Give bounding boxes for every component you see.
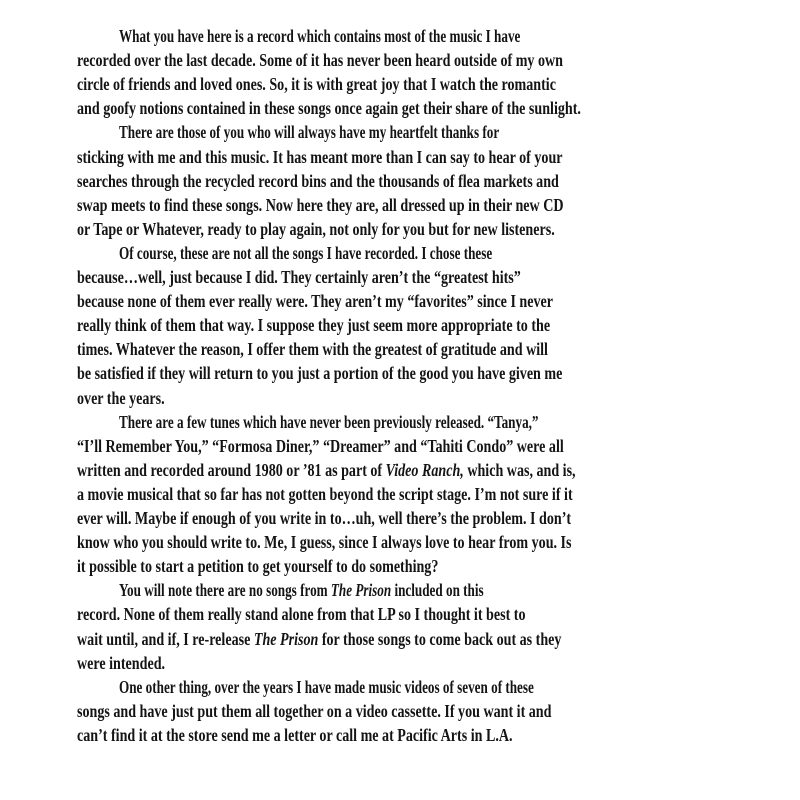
- text-line: [77, 553, 724, 579]
- text-line: [77, 288, 724, 314]
- text-line: [77, 312, 724, 338]
- text-run: swap meets to find these songs. Now here they are, all dressed up in their new CD: [77, 194, 564, 215]
- text-run: because…well, just because I did. They certainly aren’t the “greatest hits”: [77, 267, 521, 287]
- text-run: or Tape or Whatever, ready to play again, not only for you but for new listeners.: [77, 218, 555, 239]
- italic-title: The Prison: [330, 580, 392, 601]
- text-run: and goofy notions contained in these songs once again get their share of the sunlight.: [77, 98, 581, 119]
- text-line: [77, 168, 724, 194]
- paragraph-first-line: [119, 119, 724, 145]
- text-run: There are those of you who will always have my heartfelt thanks for: [119, 122, 500, 143]
- text-run: wait until, and if, I re-release: [77, 628, 254, 649]
- text-line: [77, 144, 724, 170]
- paragraph-first-line: [119, 577, 724, 603]
- paragraph-first-line: [119, 409, 724, 435]
- text-run: You will note there are no songs from: [119, 580, 331, 601]
- text-line: [77, 626, 724, 652]
- text-run: times. Whatever the reason, I offer them with the greatest of gratitude and will: [77, 339, 548, 360]
- text-line: [77, 336, 724, 362]
- text-run: Of course, these are not all the songs I have recorded. I chose these: [119, 242, 493, 263]
- text-run: for those songs to come back out as they: [318, 628, 562, 649]
- text-line: [77, 71, 724, 97]
- paragraph-first-line: [119, 674, 724, 700]
- text-run: a movie musical that so far has not gotten beyond the script stage. I’m not sure if it: [77, 483, 573, 504]
- text-run: be satisfied if they will return to you just a portion of the good you have given me: [77, 363, 563, 384]
- text-line: [77, 457, 724, 483]
- text-line: [77, 505, 724, 531]
- text-run: recorded over the last decade. Some of it has never been heard outside of my own: [77, 50, 563, 71]
- text-run: over the years.: [77, 387, 165, 408]
- text-run: really think of them that way. I suppose they just seem more appropriate to the: [77, 315, 551, 336]
- text-run: “I’ll Remember You,” “Formosa Diner,” “Dreamer” and “Tahiti Condo” were all: [77, 435, 564, 456]
- text-run: record. None of them really stand alone from that LP so I thought it best to: [77, 604, 526, 625]
- text-run: searches through the recycled record bins and the thousands of flea markets and: [77, 170, 559, 191]
- text-line: [77, 601, 724, 627]
- text-line: [77, 481, 724, 507]
- text-line: [77, 264, 724, 290]
- text-line: [77, 433, 724, 459]
- paragraph-first-line: [119, 23, 724, 49]
- text-line: [77, 698, 724, 724]
- text-run: One other thing, over the years I have made music videos of seven of these: [119, 676, 534, 697]
- text-line: [77, 650, 724, 676]
- text-run: which was, and is,: [463, 459, 576, 480]
- text-run: because none of them ever really were. They aren’t my “favorites” since I never: [77, 291, 554, 312]
- text-line: [77, 95, 724, 121]
- text-run: circle of friends and loved ones. So, it is with great joy that I watch the romantic: [77, 74, 556, 95]
- text-line: [77, 360, 724, 386]
- text-run: can’t find it at the store send me a letter or call me at Pacific Arts in L.A.: [77, 724, 513, 745]
- text-run: were intended.: [77, 652, 166, 673]
- italic-title: Video Ranch,: [385, 459, 464, 480]
- text-run: What you have here is a record which contains most of the music I have: [119, 26, 521, 46]
- text-run: know who you should write to. Me, I guess, since I always love to hear from you. Is: [77, 532, 572, 553]
- text-line: [77, 216, 724, 242]
- text-line: [77, 385, 724, 411]
- text-run: songs and have just put them all together on a video cassette. If you want it and: [77, 700, 552, 721]
- paragraph-first-line: [119, 240, 724, 266]
- text-line: [77, 192, 724, 218]
- italic-title: The Prison: [253, 628, 319, 649]
- text-run: ever will. Maybe if enough of you write in to…uh, well there’s the problem. I don’t: [77, 508, 572, 528]
- text-run: written and recorded around 1980 or ’81 as part of: [77, 459, 386, 480]
- text-run: included on this: [391, 580, 484, 601]
- text-run: it possible to start a petition to get yourself to do something?: [77, 556, 439, 577]
- text-run: sticking with me and this music. It has meant more than I can say to hear of your: [77, 146, 563, 167]
- text-line: [77, 722, 724, 748]
- text-run: There are a few tunes which have never been previously released. “Tanya,”: [119, 411, 539, 432]
- text-line: [77, 47, 724, 73]
- text-line: [77, 529, 724, 555]
